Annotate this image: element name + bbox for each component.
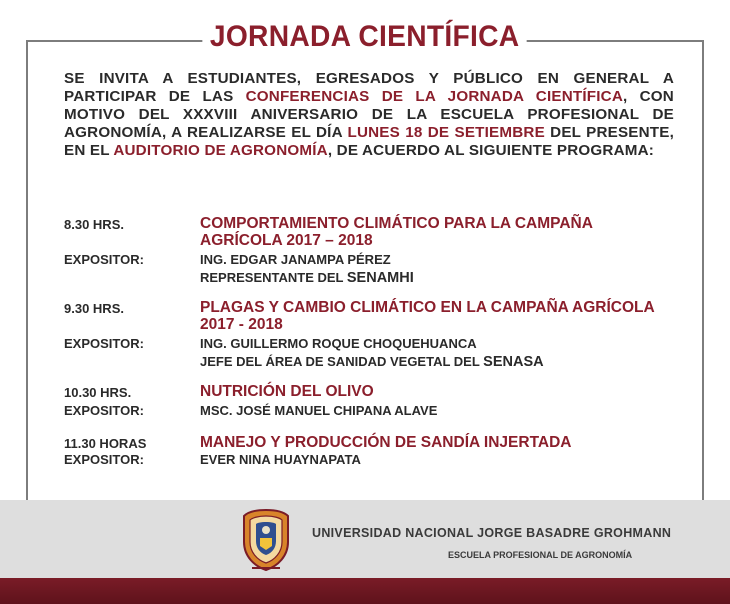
intro-highlight-venue: AUDITORIO DE AGRONOMÍA	[113, 142, 328, 159]
program-time: 9.30 HRS.	[64, 301, 124, 316]
page-title: JORNADA CIENTÍFICA	[203, 20, 528, 54]
program-item	[64, 215, 684, 287]
expositor-label: EXPOSITOR:	[64, 336, 144, 351]
program-title: NUTRICIÓN DEL OLIVO	[200, 383, 374, 400]
speaker-role: REPRESENTANTE DEL	[200, 270, 347, 285]
speaker-name: ING. EDGAR JANAMPA PÉREZ	[200, 252, 391, 267]
speaker-org: SENASA	[483, 354, 544, 370]
program-time: 10.30 HRS.	[64, 385, 132, 400]
university-seal-icon	[238, 508, 294, 572]
school-name: ESCUELA PROFESIONAL DE AGRONOMÍA	[448, 550, 633, 560]
program-item	[64, 383, 684, 420]
university-name: UNIVERSIDAD NACIONAL JORGE BASADRE GROHMANN	[312, 526, 672, 540]
intro-text-2: , CON MOTIVO DEL XXXVIII ANIVERSARIO DE LA ESCUELA PROFESIONAL DE AGRONOMÍA, A REALIZARSE EL DÍA	[64, 88, 674, 141]
program-time: 11.30 HORAS	[64, 436, 147, 451]
intro-highlight-conferences: CONFERENCIAS DE LA JORNADA CIENTÍFICA	[245, 88, 624, 105]
header	[0, 20, 730, 54]
speaker-name: ING. GUILLERMO ROQUE CHOQUEHUANCA	[200, 336, 477, 351]
bottom-band	[0, 578, 730, 604]
invitation-paragraph	[64, 70, 674, 160]
speaker-name: EVER NINA HUAYNAPATA	[200, 452, 361, 467]
program-item	[64, 434, 684, 469]
intro-highlight-date: LUNES 18 DE SETIEMBRE	[347, 124, 545, 141]
intro-text-3: DEL PRESENTE, EN EL	[64, 124, 674, 159]
intro-text-1: SE INVITA A ESTUDIANTES, EGRESADOS Y PÚBLICO EN GENERAL A PARTICIPAR DE LAS	[64, 70, 674, 105]
expositor-label: EXPOSITOR:	[64, 403, 144, 418]
expositor-label: EXPOSITOR:	[64, 452, 144, 467]
program-title: PLAGAS Y CAMBIO CLIMÁTICO EN LA CAMPAÑA AGRÍCOLA 2017 - 2018	[200, 299, 655, 333]
speaker-org: SENAMHI	[346, 270, 414, 286]
speaker-name: MSC. JOSÉ MANUEL CHIPANA ALAVE	[200, 403, 438, 418]
speaker-role: JEFE DEL ÁREA DE SANIDAD VEGETAL DEL	[200, 354, 484, 369]
program-item	[64, 299, 684, 371]
program-title: COMPORTAMIENTO CLIMÁTICO PARA LA CAMPAÑA AGRÍCOLA 2017 – 2018	[200, 215, 593, 249]
program-time: 8.30 HRS.	[64, 217, 124, 232]
intro-text-4: , DE ACUERDO AL SIGUIENTE PROGRAMA:	[327, 142, 655, 159]
program-title: MANEJO Y PRODUCCIÓN DE SANDÍA INJERTADA	[200, 434, 572, 451]
expositor-label: EXPOSITOR:	[64, 252, 144, 267]
program-list	[64, 215, 684, 469]
